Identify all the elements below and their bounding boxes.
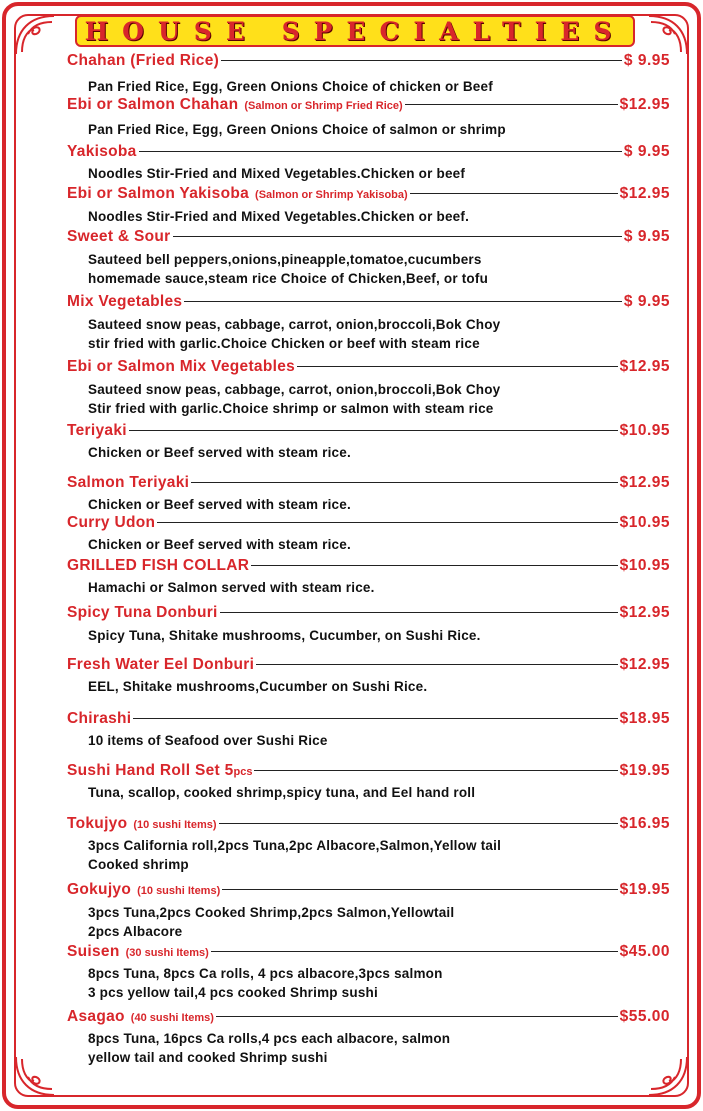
price-leader-line xyxy=(184,301,622,302)
menu-item-heading xyxy=(67,185,670,207)
menu-item-price: $19.95 xyxy=(619,881,670,898)
menu-item-price: $45.00 xyxy=(619,943,670,960)
menu-item-note: pcs xyxy=(233,766,253,778)
menu-item-description: 3pcs California roll,2pcs Tuna,2pc Albacore,Salmon,Yellow tail xyxy=(88,838,502,853)
menu-item-name: Ebi or Salmon Mix Vegetables xyxy=(67,358,296,375)
menu-item-price: $55.00 xyxy=(619,1008,670,1025)
menu-item-name: Spicy Tuna Donburi xyxy=(67,604,218,621)
price-leader-line xyxy=(216,1016,618,1017)
price-leader-line xyxy=(157,522,617,523)
menu-item-description: Pan Fried Rice, Egg, Green Onions Choice of chicken or Beef xyxy=(88,79,493,94)
menu-item-name: Gokujyo xyxy=(67,881,132,898)
menu-item-note: (Salmon or Shrimp Yakisoba) xyxy=(255,189,408,201)
menu-item-description: EEL, Shitake mushrooms,Cucumber on Sushi Rice. xyxy=(88,679,428,694)
price-leader-line xyxy=(221,60,622,61)
title-banner xyxy=(75,15,635,47)
menu-item-description: 8pcs Tuna, 16pcs Ca rolls,4 pcs each albacore, salmon xyxy=(88,1031,451,1046)
menu-item-description: Stir fried with garlic.Choice shrimp or salmon with steam rice xyxy=(88,401,494,416)
price-leader-line xyxy=(191,482,617,483)
corner-flourish-icon xyxy=(12,1053,58,1099)
menu-item-heading xyxy=(67,815,670,837)
menu-item-name: Ebi or Salmon Yakisoba xyxy=(67,185,250,202)
menu-item-heading xyxy=(67,422,670,444)
menu-item-price: $ 9.95 xyxy=(623,293,670,310)
menu-item-description: 3 pcs yellow tail,4 pcs cooked Shrimp sushi xyxy=(88,985,378,1000)
menu-item-heading xyxy=(67,656,670,678)
menu-item-description: Noodles Stir-Fried and Mixed Vegetables.Chicken or beef. xyxy=(88,209,470,224)
menu-item-description: Chicken or Beef served with steam rice. xyxy=(88,537,351,552)
price-leader-line xyxy=(256,664,617,665)
menu-item-description: Sauteed bell peppers,onions,pineapple,tomatoe,cucumbers xyxy=(88,252,482,267)
menu-item-heading xyxy=(67,96,670,118)
menu-item-description: Sauteed snow peas, cabbage, carrot, onion,broccoli,Bok Choy xyxy=(88,317,501,332)
menu-item-note: (Salmon or Shrimp Fried Rice) xyxy=(244,100,403,112)
price-leader-line xyxy=(297,366,618,367)
menu-item-name: Suisen xyxy=(67,943,120,960)
menu-item-heading xyxy=(67,1008,670,1030)
price-leader-line xyxy=(219,823,618,824)
menu-item-price: $10.95 xyxy=(619,514,670,531)
menu-item-name: Tokujyo xyxy=(67,815,128,832)
menu-item-heading xyxy=(67,143,670,165)
menu-item-name: Curry Udon xyxy=(67,514,156,531)
menu-item-price: $12.95 xyxy=(619,474,670,491)
menu-item-price: $12.95 xyxy=(619,185,670,202)
menu-item-price: $19.95 xyxy=(619,762,670,779)
menu-item-price: $18.95 xyxy=(619,710,670,727)
menu-item-heading xyxy=(67,52,670,74)
menu-item-name: Fresh Water Eel Donburi xyxy=(67,656,255,673)
menu-item-name: Mix Vegetables xyxy=(67,293,183,310)
menu-item-description: stir fried with garlic.Choice Chicken or beef with steam rice xyxy=(88,336,480,351)
menu-item-description: Chicken or Beef served with steam rice. xyxy=(88,445,351,460)
menu-item-name: Sushi Hand Roll Set 5 xyxy=(67,762,234,779)
menu-item-price: $ 9.95 xyxy=(623,52,670,69)
price-leader-line xyxy=(129,430,618,431)
menu-item-description: 2pcs Albacore xyxy=(88,924,183,939)
menu-item-price: $12.95 xyxy=(619,358,670,375)
menu-item-note: (10 sushi Items) xyxy=(137,885,221,897)
menu-item-heading xyxy=(67,943,670,965)
menu-item-description: Hamachi or Salmon served with steam rice. xyxy=(88,580,375,595)
menu-item-heading xyxy=(67,881,670,903)
menu-item-name: Ebi or Salmon Chahan xyxy=(67,96,239,113)
page-title: HOUSE SPECIALTIES xyxy=(84,17,626,46)
menu-item-name: Chirashi xyxy=(67,710,132,727)
price-leader-line xyxy=(222,889,617,890)
price-leader-line xyxy=(173,236,622,237)
menu-item-heading xyxy=(67,514,670,536)
menu-item-name: Asagao xyxy=(67,1008,125,1025)
price-leader-line xyxy=(133,718,617,719)
menu-item-heading xyxy=(67,474,670,496)
menu-item-description: 8pcs Tuna, 8pcs Ca rolls, 4 pcs albacore,3pcs salmon xyxy=(88,966,443,981)
menu-item-price: $10.95 xyxy=(619,422,670,439)
menu-item-description: Chicken or Beef served with steam rice. xyxy=(88,497,351,512)
menu-item-description: Pan Fried Rice, Egg, Green Onions Choice of salmon or shrimp xyxy=(88,122,506,137)
menu-item-description: 10 items of Seafood over Sushi Rice xyxy=(88,733,328,748)
price-leader-line xyxy=(405,104,618,105)
menu-item-price: $12.95 xyxy=(619,96,670,113)
menu-item-heading xyxy=(67,762,670,784)
corner-flourish-icon xyxy=(12,12,58,58)
menu-item-note: (10 sushi Items) xyxy=(133,819,217,831)
menu-item-name: Teriyaki xyxy=(67,422,127,439)
menu-item-price: $ 9.95 xyxy=(623,143,670,160)
menu-item-price: $ 9.95 xyxy=(623,228,670,245)
menu-item-note: (40 sushi Items) xyxy=(130,1012,214,1024)
menu-item-heading xyxy=(67,557,670,579)
price-leader-line xyxy=(410,193,618,194)
menu-item-price: $16.95 xyxy=(619,815,670,832)
menu-item-description: yellow tail and cooked Shrimp sushi xyxy=(88,1050,328,1065)
menu-item-price: $12.95 xyxy=(619,604,670,621)
menu-item-heading xyxy=(67,710,670,732)
menu-item-name: GRILLED FISH COLLAR xyxy=(67,557,250,574)
menu-item-name: Sweet & Sour xyxy=(67,228,171,245)
menu-item-price: $12.95 xyxy=(619,656,670,673)
menu-item-heading xyxy=(67,293,670,315)
menu-item-description: Spicy Tuna, Shitake mushrooms, Cucumber, on Sushi Rice. xyxy=(88,628,481,643)
menu-item-price: $10.95 xyxy=(619,557,670,574)
price-leader-line xyxy=(139,151,622,152)
menu-item-description: homemade sauce,steam rice Choice of Chicken,Beef, or tofu xyxy=(88,271,489,286)
menu-item-description: Noodles Stir-Fried and Mixed Vegetables.Chicken or beef xyxy=(88,166,466,181)
menu-item-heading xyxy=(67,228,670,250)
price-leader-line xyxy=(211,951,618,952)
menu-item-name: Chahan (Fried Rice) xyxy=(67,52,220,69)
price-leader-line xyxy=(251,565,617,566)
menu-item-name: Salmon Teriyaki xyxy=(67,474,190,491)
menu-item-description: Tuna, scallop, cooked shrimp,spicy tuna, and Eel hand roll xyxy=(88,785,476,800)
menu-item-heading xyxy=(67,604,670,626)
price-leader-line xyxy=(220,612,618,613)
menu-item-note: (30 sushi Items) xyxy=(125,947,209,959)
price-leader-line xyxy=(254,770,617,771)
menu-item-name: Yakisoba xyxy=(67,143,137,160)
menu-item-heading xyxy=(67,358,670,380)
menu-item-description: Sauteed snow peas, cabbage, carrot, onion,broccoli,Bok Choy xyxy=(88,382,501,397)
menu-item-description: Cooked shrimp xyxy=(88,857,189,872)
menu-item-description: 3pcs Tuna,2pcs Cooked Shrimp,2pcs Salmon,Yellowtail xyxy=(88,905,455,920)
